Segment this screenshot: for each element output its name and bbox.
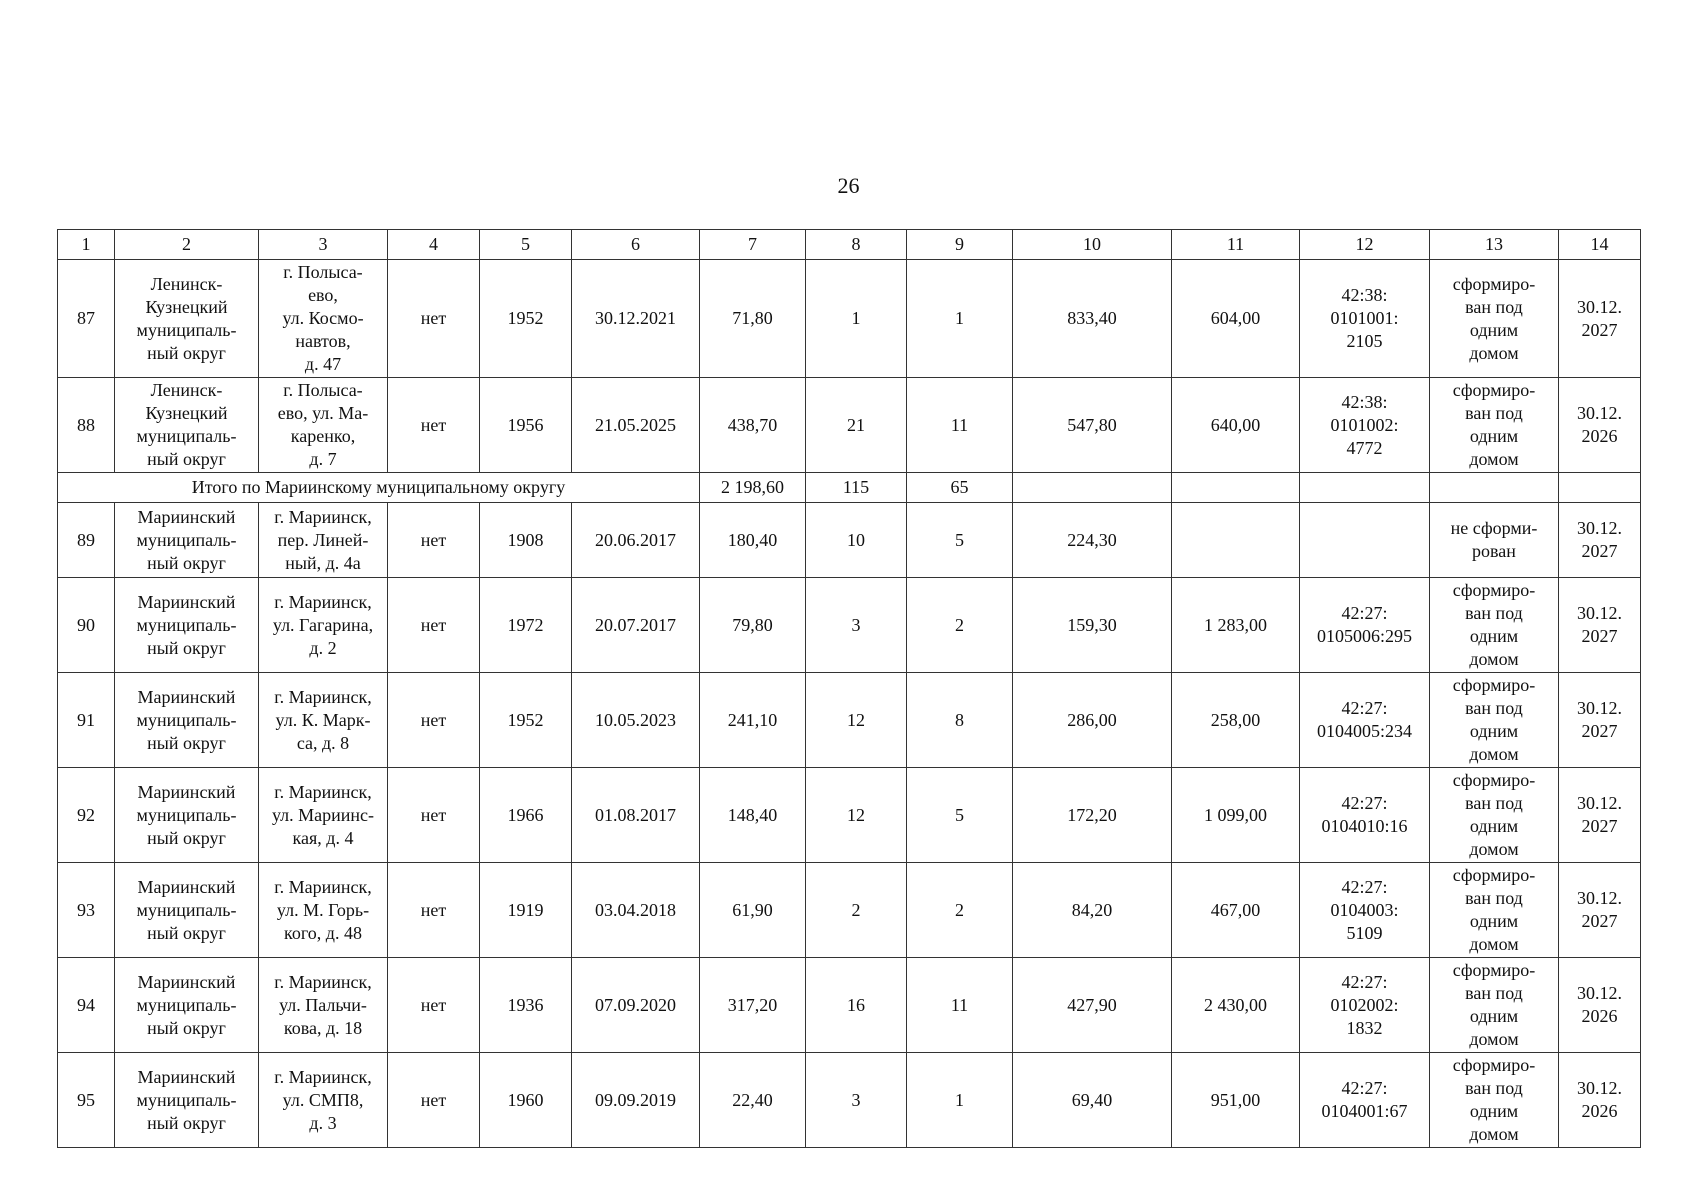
cadastral-number-cell: [1300, 503, 1430, 578]
land-status-cell-line: одним: [1469, 911, 1519, 931]
land-status-cell-line: одним: [1469, 319, 1519, 340]
deadline-cell-line: 30.12.: [1577, 518, 1622, 538]
column-8-cell: 2: [806, 863, 907, 958]
cadastral-number-cell-line: 42:27:: [1341, 971, 1388, 992]
date-cell: 30.12.2021: [572, 260, 700, 378]
column-10-cell: 84,20: [1013, 863, 1172, 958]
column-4-cell: нет: [388, 958, 480, 1053]
address-cell-line: ево,: [308, 285, 338, 305]
land-status-cell-line: сформиро-: [1452, 770, 1536, 790]
row-number-cell: 89: [58, 503, 115, 578]
column-header: 7: [700, 230, 806, 260]
district-cell: [115, 958, 259, 1053]
column-header: 10: [1013, 230, 1172, 260]
land-status-cell-line: сформиро-: [1452, 675, 1536, 695]
address-cell-line: навтов,: [295, 331, 351, 351]
empty-cell: [1172, 473, 1300, 503]
address-cell-line: ул. Космо-: [282, 308, 364, 328]
district-cell: [115, 578, 259, 673]
land-status-cell-line: сформиро-: [1452, 1055, 1536, 1075]
address-cell: [259, 260, 388, 378]
address-cell-line: г. Мариинск,: [274, 971, 372, 992]
column-8-cell: 21: [806, 378, 907, 473]
district-cell-line: Мариинский: [137, 686, 236, 707]
column-header: 13: [1430, 230, 1559, 260]
subtotal-column-8: 115: [806, 473, 907, 503]
column-10-cell: 286,00: [1013, 673, 1172, 768]
deadline-cell-line: 2026: [1581, 1006, 1618, 1026]
date-cell: 03.04.2018: [572, 863, 700, 958]
cadastral-number-cell-line: 0104005:234: [1316, 721, 1412, 741]
column-header: 14: [1559, 230, 1641, 260]
land-status-cell: [1430, 578, 1559, 673]
column-11-cell: 2 430,00: [1172, 958, 1300, 1053]
column-9-cell: 1: [907, 1053, 1013, 1148]
cadastral-number-cell-line: 4772: [1346, 437, 1383, 458]
district-cell-line: Мариинский: [137, 876, 236, 897]
district-cell-line: Мариинский: [137, 506, 236, 527]
address-cell-line: г. Мариинск,: [274, 1066, 372, 1087]
year-cell: 1952: [480, 673, 572, 768]
column-10-cell: 427,90: [1013, 958, 1172, 1053]
column-10-cell: 69,40: [1013, 1053, 1172, 1148]
deadline-cell-line: 30.12.: [1577, 888, 1622, 908]
column-9-cell: 11: [907, 378, 1013, 473]
year-cell: 1919: [480, 863, 572, 958]
row-number-cell: 90: [58, 578, 115, 673]
address-cell-line: д. 7: [309, 449, 337, 469]
column-10-cell: 172,20: [1013, 768, 1172, 863]
district-cell-line: ный округ: [147, 732, 226, 753]
land-status-cell-line: одним: [1469, 721, 1519, 741]
column-9-cell: 2: [907, 863, 1013, 958]
cadastral-number-cell-line: 42:38:: [1341, 285, 1388, 305]
land-status-cell-line: домом: [1469, 1029, 1519, 1049]
land-status-cell-line: домом: [1469, 1124, 1519, 1144]
column-8-cell: 3: [806, 1053, 907, 1148]
land-status-cell-line: сформиро-: [1452, 960, 1536, 980]
land-status-cell-line: не сформи-: [1450, 518, 1538, 538]
column-7-cell: 79,80: [700, 578, 806, 673]
column-7-cell: 22,40: [700, 1053, 806, 1148]
deadline-cell-line: 2027: [1581, 911, 1618, 931]
district-cell-line: Мариинский: [137, 781, 236, 802]
column-header: 6: [572, 230, 700, 260]
land-status-cell: [1430, 958, 1559, 1053]
land-status-cell-line: домом: [1469, 449, 1519, 469]
deadline-cell: [1559, 958, 1641, 1053]
column-7-cell: 71,80: [700, 260, 806, 378]
year-cell: 1956: [480, 378, 572, 473]
land-status-cell-line: сформиро-: [1452, 380, 1536, 400]
deadline-cell-line: 30.12.: [1577, 603, 1622, 623]
land-status-cell-line: домом: [1469, 934, 1519, 954]
land-status-cell-line: одним: [1469, 426, 1519, 446]
district-cell-line: муниципаль-: [136, 994, 237, 1015]
district-cell-line: ный округ: [147, 342, 226, 363]
column-11-cell: 258,00: [1172, 673, 1300, 768]
table-row: [58, 673, 1641, 768]
district-cell-line: муниципаль-: [136, 319, 237, 340]
address-cell-line: д. 47: [304, 354, 342, 374]
column-11-cell: [1172, 503, 1300, 578]
land-status-cell-line: домом: [1469, 342, 1519, 363]
column-11-cell: 951,00: [1172, 1053, 1300, 1148]
land-status-cell-line: ван под: [1465, 698, 1523, 718]
column-header: 2: [115, 230, 259, 260]
district-cell-line: Мариинский: [137, 1066, 236, 1087]
empty-cell: [1430, 473, 1559, 503]
address-cell-line: са, д. 8: [296, 732, 350, 753]
column-7-cell: 180,40: [700, 503, 806, 578]
cadastral-number-cell: [1300, 863, 1430, 958]
year-cell: 1952: [480, 260, 572, 378]
land-status-cell-line: ван под: [1465, 983, 1523, 1003]
empty-cell: [1300, 473, 1430, 503]
column-9-cell: 2: [907, 578, 1013, 673]
address-cell-line: пер. Линей-: [277, 529, 369, 550]
column-8-cell: 12: [806, 673, 907, 768]
district-cell-line: Ленинск-: [150, 380, 223, 400]
land-status-cell-line: одним: [1469, 816, 1519, 836]
address-cell-line: г. Мариинск,: [274, 876, 372, 897]
column-8-cell: 10: [806, 503, 907, 578]
cadastral-number-cell-line: 0104001:67: [1321, 1101, 1408, 1121]
deadline-cell: [1559, 768, 1641, 863]
address-cell-line: кова, д. 18: [283, 1017, 363, 1038]
column-header: 5: [480, 230, 572, 260]
cadastral-number-cell: [1300, 768, 1430, 863]
cadastral-number-cell: [1300, 673, 1430, 768]
column-7-cell: 241,10: [700, 673, 806, 768]
district-cell: [115, 260, 259, 378]
deadline-cell: [1559, 863, 1641, 958]
address-cell: [259, 578, 388, 673]
column-4-cell: нет: [388, 673, 480, 768]
district-cell-line: Кузнецкий: [145, 403, 228, 423]
table-row: [58, 378, 1641, 473]
district-cell: [115, 1053, 259, 1148]
address-cell-line: д. 3: [309, 1112, 337, 1133]
address-cell-line: ул. М. Горь-: [276, 899, 370, 920]
district-cell-line: ный округ: [147, 1017, 226, 1038]
column-11-cell: 1 099,00: [1172, 768, 1300, 863]
district-cell-line: муниципаль-: [136, 529, 237, 550]
column-8-cell: 1: [806, 260, 907, 378]
column-9-cell: 8: [907, 673, 1013, 768]
year-cell: 1960: [480, 1053, 572, 1148]
table-row: [58, 768, 1641, 863]
address-cell-line: г. Полыса-: [283, 262, 363, 282]
column-4-cell: нет: [388, 578, 480, 673]
district-cell: [115, 863, 259, 958]
land-status-cell: [1430, 673, 1559, 768]
land-status-cell-line: одним: [1469, 1006, 1519, 1026]
land-status-cell-line: домом: [1469, 839, 1519, 859]
column-header: 12: [1300, 230, 1430, 260]
column-header: 1: [58, 230, 115, 260]
address-cell-line: кая, д. 4: [292, 827, 354, 848]
deadline-cell: [1559, 378, 1641, 473]
cadastral-number-cell: [1300, 958, 1430, 1053]
column-7-cell: 61,90: [700, 863, 806, 958]
address-cell-line: г. Мариинск,: [274, 506, 372, 527]
land-status-cell-line: сформиро-: [1452, 273, 1536, 294]
year-cell: 1908: [480, 503, 572, 578]
address-cell-line: каренко,: [290, 426, 356, 446]
address-cell-line: ул. Гагарина,: [272, 614, 374, 635]
date-cell: 09.09.2019: [572, 1053, 700, 1148]
land-status-cell-line: рован: [1472, 541, 1516, 561]
column-header: 9: [907, 230, 1013, 260]
row-number-cell: 88: [58, 378, 115, 473]
row-number-cell: 94: [58, 958, 115, 1053]
land-status-cell-line: сформиро-: [1452, 865, 1536, 885]
address-cell: [259, 1053, 388, 1148]
year-cell: 1972: [480, 578, 572, 673]
column-header: 8: [806, 230, 907, 260]
cadastral-number-cell: [1300, 578, 1430, 673]
cadastral-number-cell: [1300, 378, 1430, 473]
address-cell-line: г. Мариинск,: [274, 781, 372, 802]
address-cell: [259, 503, 388, 578]
land-status-cell-line: ван под: [1465, 888, 1523, 908]
address-cell: [259, 958, 388, 1053]
column-4-cell: нет: [388, 768, 480, 863]
column-11-cell: 640,00: [1172, 378, 1300, 473]
district-cell-line: муниципаль-: [136, 426, 237, 446]
district-cell: [115, 503, 259, 578]
cadastral-number-cell-line: 5109: [1346, 922, 1383, 943]
deadline-cell-line: 2026: [1581, 426, 1618, 446]
deadline-cell-line: 30.12.: [1577, 698, 1622, 718]
column-7-cell: 438,70: [700, 378, 806, 473]
table-row: [58, 863, 1641, 958]
district-cell-line: Мариинский: [137, 971, 236, 992]
row-number-cell: 87: [58, 260, 115, 378]
deadline-cell-line: 30.12.: [1577, 793, 1622, 813]
deadline-cell-line: 2027: [1581, 626, 1618, 646]
district-cell-line: ный округ: [147, 827, 226, 848]
district-cell-line: Кузнецкий: [145, 296, 228, 317]
housing-register-table: [57, 229, 1641, 1148]
table-row: [58, 958, 1641, 1053]
cadastral-number-cell-line: 42:27:: [1341, 698, 1388, 718]
subtotal-label: Итого по Мариинскому муниципальному округу: [58, 473, 700, 503]
address-cell-line: ул. Пальчи-: [279, 994, 367, 1015]
land-status-cell: [1430, 768, 1559, 863]
column-7-cell: 317,20: [700, 958, 806, 1053]
empty-cell: [1559, 473, 1641, 503]
address-cell-line: ул. СМП8,: [282, 1089, 364, 1110]
land-status-cell-line: одним: [1469, 1101, 1519, 1121]
cadastral-number-cell-line: 0104010:16: [1321, 816, 1408, 836]
column-11-cell: 467,00: [1172, 863, 1300, 958]
row-number-cell: 91: [58, 673, 115, 768]
land-status-cell-line: ван под: [1465, 1078, 1523, 1098]
cadastral-number-cell-line: 42:38:: [1341, 391, 1388, 412]
deadline-cell: [1559, 578, 1641, 673]
column-8-cell: 3: [806, 578, 907, 673]
column-9-cell: 5: [907, 768, 1013, 863]
table-row: [58, 1053, 1641, 1148]
deadline-cell: [1559, 260, 1641, 378]
table-row: [58, 260, 1641, 378]
address-cell-line: ный, д. 4а: [285, 552, 361, 573]
column-11-cell: 1 283,00: [1172, 578, 1300, 673]
deadline-cell-line: 30.12.: [1577, 403, 1622, 423]
column-header: 3: [259, 230, 388, 260]
land-status-cell-line: ван под: [1465, 603, 1523, 623]
row-number-cell: 95: [58, 1053, 115, 1148]
deadline-cell: [1559, 503, 1641, 578]
district-cell-line: ный округ: [147, 1112, 226, 1133]
land-status-cell: [1430, 503, 1559, 578]
deadline-cell-line: 30.12.: [1577, 1078, 1622, 1098]
column-11-cell: 604,00: [1172, 260, 1300, 378]
address-cell-line: ул. К. Марк-: [275, 709, 371, 730]
cadastral-number-cell-line: 0101002:: [1330, 414, 1399, 435]
deadline-cell-line: 2027: [1581, 541, 1618, 561]
date-cell: 20.07.2017: [572, 578, 700, 673]
column-9-cell: 1: [907, 260, 1013, 378]
land-status-cell: [1430, 1053, 1559, 1148]
land-status-cell-line: ван под: [1465, 403, 1523, 423]
district-cell-line: муниципаль-: [136, 614, 237, 635]
land-status-cell-line: домом: [1469, 744, 1519, 764]
deadline-cell-line: 30.12.: [1577, 296, 1622, 317]
date-cell: 10.05.2023: [572, 673, 700, 768]
column-10-cell: 159,30: [1013, 578, 1172, 673]
date-cell: 01.08.2017: [572, 768, 700, 863]
deadline-cell-line: 2027: [1581, 721, 1618, 741]
address-cell-line: кого, д. 48: [284, 922, 362, 943]
address-cell-line: д. 2: [309, 637, 337, 658]
district-cell-line: Мариинский: [137, 591, 236, 612]
district-cell-line: ный округ: [147, 449, 226, 469]
cadastral-number-cell-line: 42:27:: [1341, 1078, 1388, 1098]
address-cell: [259, 673, 388, 768]
cadastral-number-cell: [1300, 1053, 1430, 1148]
row-number-cell: 92: [58, 768, 115, 863]
column-9-cell: 5: [907, 503, 1013, 578]
column-4-cell: нет: [388, 378, 480, 473]
cadastral-number-cell-line: 1832: [1346, 1017, 1383, 1038]
table-row: [58, 578, 1641, 673]
column-4-cell: нет: [388, 503, 480, 578]
land-status-cell-line: ван под: [1465, 793, 1523, 813]
address-cell-line: г. Полыса-: [283, 380, 363, 400]
district-cell-line: ный округ: [147, 922, 226, 943]
land-status-cell: [1430, 260, 1559, 378]
deadline-cell: [1559, 1053, 1641, 1148]
subtotal-row: [58, 473, 1641, 503]
district-cell: [115, 673, 259, 768]
district-cell-line: муниципаль-: [136, 804, 237, 825]
cadastral-number-cell-line: 0101001:: [1330, 308, 1399, 328]
column-4-cell: нет: [388, 260, 480, 378]
column-number-row: [58, 230, 1641, 260]
column-10-cell: 224,30: [1013, 503, 1172, 578]
row-number-cell: 93: [58, 863, 115, 958]
district-cell-line: Ленинск-: [150, 273, 223, 294]
deadline-cell-line: 2027: [1581, 816, 1618, 836]
address-cell: [259, 378, 388, 473]
column-10-cell: 833,40: [1013, 260, 1172, 378]
subtotal-column-9: 65: [907, 473, 1013, 503]
district-cell-line: ный округ: [147, 552, 226, 573]
deadline-cell-line: 30.12.: [1577, 983, 1622, 1003]
year-cell: 1936: [480, 958, 572, 1053]
cadastral-number-cell: [1300, 260, 1430, 378]
year-cell: 1966: [480, 768, 572, 863]
district-cell: [115, 768, 259, 863]
date-cell: 21.05.2025: [572, 378, 700, 473]
table-body: [58, 230, 1641, 1148]
cadastral-number-cell-line: 0102002:: [1330, 994, 1399, 1015]
cadastral-number-cell-line: 0104003:: [1330, 899, 1399, 920]
cadastral-number-cell-line: 2105: [1346, 331, 1383, 351]
address-cell: [259, 768, 388, 863]
district-cell-line: муниципаль-: [136, 899, 237, 920]
date-cell: 07.09.2020: [572, 958, 700, 1053]
land-status-cell-line: домом: [1469, 649, 1519, 669]
deadline-cell: [1559, 673, 1641, 768]
deadline-cell-line: 2026: [1581, 1101, 1618, 1121]
land-status-cell-line: одним: [1469, 626, 1519, 646]
column-10-cell: 547,80: [1013, 378, 1172, 473]
date-cell: 20.06.2017: [572, 503, 700, 578]
column-9-cell: 11: [907, 958, 1013, 1053]
column-8-cell: 16: [806, 958, 907, 1053]
district-cell-line: муниципаль-: [136, 1089, 237, 1110]
cadastral-number-cell-line: 42:27:: [1341, 603, 1388, 623]
district-cell-line: муниципаль-: [136, 709, 237, 730]
subtotal-column-7: 2 198,60: [700, 473, 806, 503]
address-cell-line: г. Мариинск,: [274, 686, 372, 707]
column-4-cell: нет: [388, 1053, 480, 1148]
land-status-cell: [1430, 863, 1559, 958]
land-status-cell: [1430, 378, 1559, 473]
column-8-cell: 12: [806, 768, 907, 863]
column-4-cell: нет: [388, 863, 480, 958]
land-status-cell-line: сформиро-: [1452, 580, 1536, 600]
address-cell-line: ево, ул. Ма-: [277, 403, 369, 423]
cadastral-number-cell-line: 42:27:: [1341, 793, 1388, 813]
address-cell-line: г. Мариинск,: [274, 591, 372, 612]
district-cell-line: ный округ: [147, 637, 226, 658]
cadastral-number-cell-line: 42:27:: [1341, 876, 1388, 897]
column-header: 4: [388, 230, 480, 260]
empty-cell: [1013, 473, 1172, 503]
page-number: 26: [837, 173, 860, 198]
deadline-cell-line: 2027: [1581, 319, 1618, 340]
table-row: [58, 503, 1641, 578]
land-status-cell-line: ван под: [1465, 296, 1523, 317]
column-7-cell: 148,40: [700, 768, 806, 863]
address-cell: [259, 863, 388, 958]
cadastral-number-cell-line: 0105006:295: [1316, 626, 1412, 646]
column-header: 11: [1172, 230, 1300, 260]
district-cell: [115, 378, 259, 473]
address-cell-line: ул. Мариинс-: [271, 804, 375, 825]
